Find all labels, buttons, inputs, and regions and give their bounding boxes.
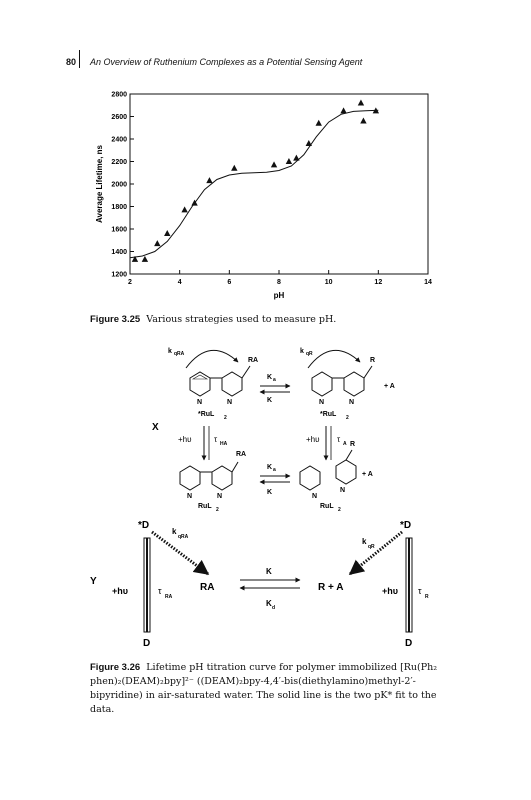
svg-text:τ: τ xyxy=(214,435,218,444)
svg-text:K: K xyxy=(267,397,273,404)
svg-text:K: K xyxy=(267,464,273,471)
data-point xyxy=(360,118,366,124)
y-tick-label: 2600 xyxy=(111,114,127,121)
y-axis-label: Average Lifetime, ns xyxy=(95,145,104,223)
svg-text:d: d xyxy=(272,605,276,611)
data-point xyxy=(206,177,212,183)
data-point xyxy=(358,100,364,106)
x-tick-label: 14 xyxy=(424,279,432,286)
svg-text:HA: HA xyxy=(220,441,228,447)
x-axis-label: pH xyxy=(273,291,285,300)
svg-text:R: R xyxy=(425,594,429,600)
svg-text:qR: qR xyxy=(306,351,313,357)
complex-bottom-left xyxy=(180,451,246,513)
data-point xyxy=(316,120,322,126)
svg-text:N: N xyxy=(217,493,223,500)
excited-d-right: *D xyxy=(400,520,412,531)
svg-text:2: 2 xyxy=(216,507,219,513)
data-point xyxy=(142,256,148,262)
y-tick-label: 2000 xyxy=(111,181,127,189)
complex-bottom-right xyxy=(300,441,373,513)
svg-text:N: N xyxy=(319,399,325,406)
y-tick-label: 1800 xyxy=(111,204,127,211)
x-tick-label: 4 xyxy=(177,279,182,286)
svg-text:τ: τ xyxy=(337,435,341,444)
svg-text:2: 2 xyxy=(224,415,227,421)
page-number: 80 xyxy=(66,57,77,67)
complex-top-left xyxy=(168,348,258,421)
header-divider xyxy=(79,50,80,68)
svg-text:+hυ: +hυ xyxy=(382,586,398,596)
svg-text:k: k xyxy=(300,348,304,355)
svg-text:N: N xyxy=(312,493,318,500)
svg-text:τ: τ xyxy=(158,586,162,596)
svg-text:*RuL: *RuL xyxy=(320,411,337,418)
svg-text:N: N xyxy=(187,493,193,500)
svg-text:K: K xyxy=(267,489,273,496)
data-point xyxy=(154,240,160,246)
svg-text:N: N xyxy=(340,487,346,494)
svg-text:K: K xyxy=(266,567,272,576)
svg-text:R: R xyxy=(370,357,376,364)
svg-text:RA: RA xyxy=(236,451,247,458)
svg-text:2: 2 xyxy=(338,507,341,513)
figure-3-26-caption xyxy=(90,661,442,717)
y-tick-label: 1400 xyxy=(111,249,127,256)
svg-text:RA: RA xyxy=(165,594,173,600)
data-point xyxy=(231,165,237,171)
axis-ticks xyxy=(111,92,432,287)
figure-3-25-label: Figure 3.25 xyxy=(90,314,141,325)
svg-text:k: k xyxy=(168,348,172,355)
svg-text:a: a xyxy=(273,377,276,383)
r-plus-a-label: R + A xyxy=(318,582,344,593)
svg-text:+hυ: +hυ xyxy=(112,586,128,596)
figure-3-26-label: Figure 3.26 xyxy=(90,662,141,673)
svg-text:+ A: + A xyxy=(384,383,395,390)
svg-text:N: N xyxy=(349,399,355,406)
running-title: An Overview of Ruthenium Complexes as a Potential Sensing Agent xyxy=(90,57,363,67)
x-tick-label: 12 xyxy=(374,279,383,286)
figure-3-25-text: Various strategies used to measure pH. xyxy=(146,314,337,325)
y-tick-label: 2800 xyxy=(111,91,127,99)
scheme-y-label: Y xyxy=(90,576,97,587)
svg-text:N: N xyxy=(197,399,203,406)
scheme-y xyxy=(80,516,460,656)
y-tick-label: 1600 xyxy=(111,226,127,234)
scheme-x xyxy=(90,336,450,518)
svg-text:a: a xyxy=(273,467,276,473)
data-point xyxy=(306,140,312,146)
y-tick-label: 1200 xyxy=(111,271,127,279)
svg-text:N: N xyxy=(227,399,233,406)
x-tick-label: 2 xyxy=(128,279,132,286)
svg-text:k: k xyxy=(362,537,367,546)
svg-text:R: R xyxy=(350,441,356,448)
x-tick-label: 10 xyxy=(324,279,333,286)
y-tick-label: 2200 xyxy=(111,159,127,166)
svg-text:+ A: + A xyxy=(362,471,373,478)
data-point xyxy=(293,155,299,161)
scheme-x-label: X xyxy=(152,422,159,433)
svg-text:2: 2 xyxy=(346,415,349,421)
svg-text:+hυ: +hυ xyxy=(306,435,320,444)
data-point xyxy=(181,206,187,212)
svg-text:K: K xyxy=(267,374,273,381)
x-tick-label: 8 xyxy=(277,279,281,286)
svg-text:A: A xyxy=(343,441,347,447)
data-point xyxy=(340,107,346,113)
lifetime-ph-chart xyxy=(90,82,450,306)
ground-d-left: D xyxy=(143,638,151,649)
plot-frame xyxy=(130,94,428,274)
ra-label: RA xyxy=(248,357,259,364)
data-point xyxy=(164,230,170,236)
y-tick-label: 2400 xyxy=(111,136,127,144)
data-points xyxy=(132,100,379,262)
complex-top-right xyxy=(300,348,395,421)
svg-text:RuL: RuL xyxy=(198,503,212,510)
svg-text:RuL: RuL xyxy=(320,503,334,510)
svg-text:qRA: qRA xyxy=(178,534,189,540)
ra-label: RA xyxy=(200,582,215,593)
svg-text:K: K xyxy=(266,599,272,608)
svg-text:qRA: qRA xyxy=(174,351,185,357)
excited-rul2-label: *RuL xyxy=(198,411,215,418)
figure-3-26-text: Lifetime pH titration curve for polymer immobilized [Ru(Ph₂ phen)₂(DEAM)₂bpy]²⁻ ((DEAM)₂bpy-4,4′-bis(diethylamino)methyl-2′-bipyridine) in air-saturated water. The solid line is the two pK* fit to the data. xyxy=(90,662,438,715)
svg-text:τ: τ xyxy=(418,586,422,596)
data-point xyxy=(271,161,277,167)
svg-text:+hυ: +hυ xyxy=(178,435,192,444)
svg-text:qR: qR xyxy=(368,544,375,550)
figure-3-25-caption xyxy=(90,313,336,327)
x-tick-label: 6 xyxy=(227,279,232,286)
svg-text:k: k xyxy=(172,527,177,536)
data-point xyxy=(286,158,292,164)
ground-d-right: D xyxy=(405,638,413,649)
excited-d-left: *D xyxy=(138,520,150,531)
